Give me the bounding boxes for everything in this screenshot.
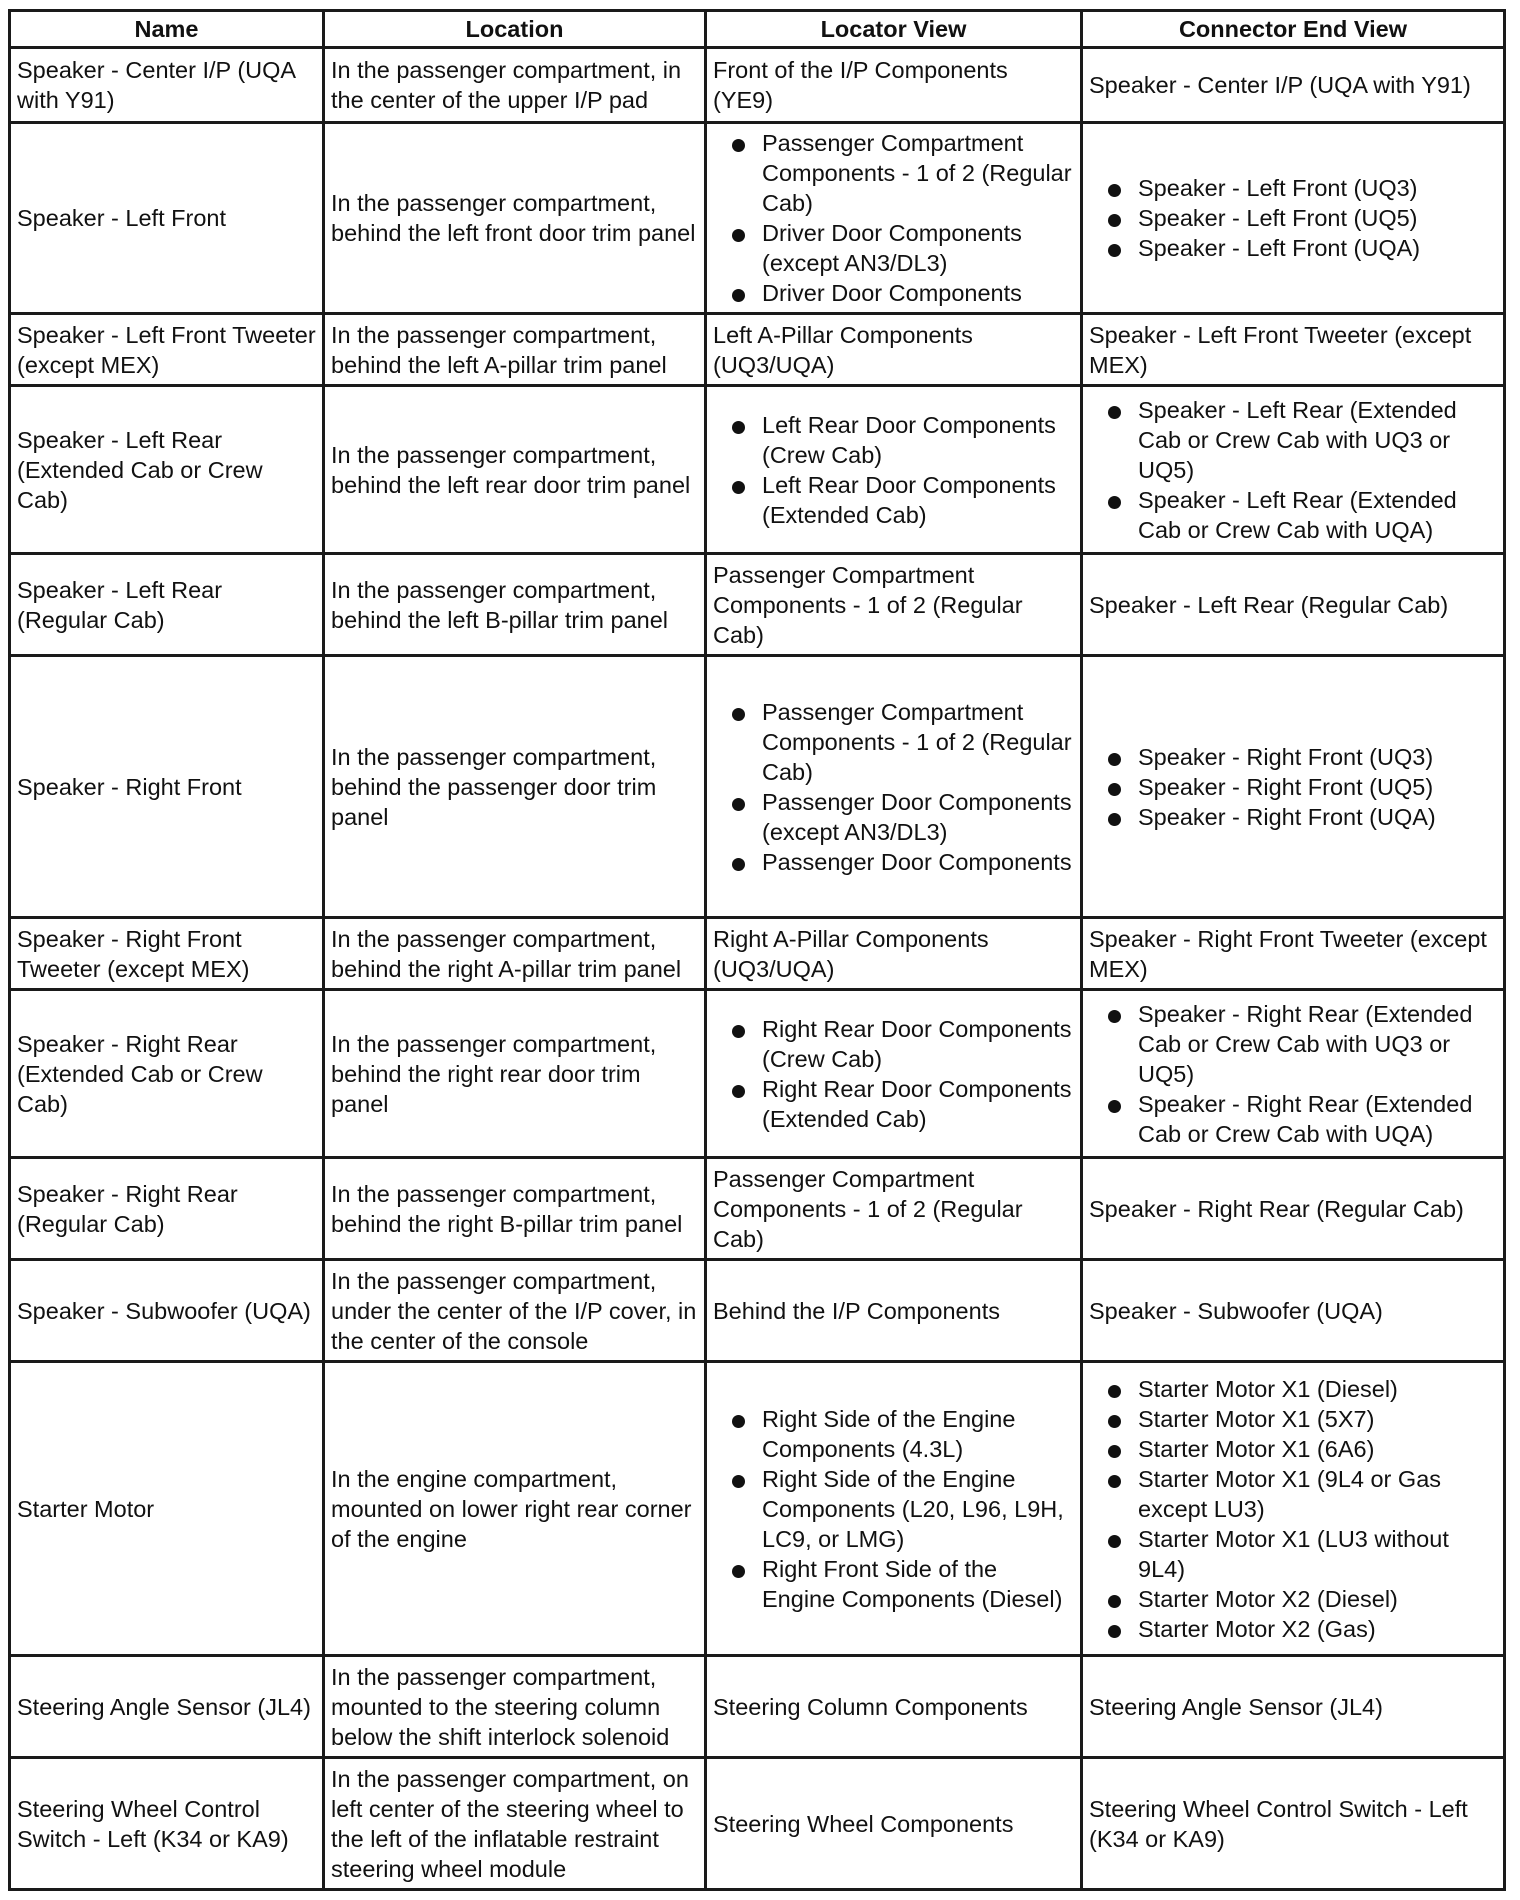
locator-list — [713, 1404, 1074, 1614]
list-item: Starter Motor X2 (Gas) — [1089, 1614, 1497, 1644]
list-item: Starter Motor X2 (Diesel) — [1089, 1584, 1497, 1614]
header-connector-end-view: Connector End View — [1082, 11, 1505, 48]
cell-locator-view: Right A-Pillar Components (UQ3/UQA) — [706, 918, 1082, 990]
cell-location: In the passenger compartment, behind the right A-pillar trim panel — [324, 918, 706, 990]
cell-name: Speaker - Left Rear (Regular Cab) — [10, 554, 324, 656]
list-item: Speaker - Left Front (UQ3) — [1089, 173, 1497, 203]
cell-locator-view: Steering Wheel Components — [706, 1758, 1082, 1890]
list-item: Right Rear Door Components (Extended Cab) — [713, 1074, 1074, 1134]
cell-locator-view: Behind the I/P Components — [706, 1260, 1082, 1362]
list-item: Starter Motor X1 (6A6) — [1089, 1434, 1497, 1464]
cell-locator-view: Left A-Pillar Components (UQ3/UQA) — [706, 314, 1082, 386]
list-item: Speaker - Left Rear (Extended Cab or Crew Cab with UQA) — [1089, 485, 1497, 545]
cell-name: Speaker - Right Rear (Regular Cab) — [10, 1158, 324, 1260]
table-row — [10, 1362, 1505, 1656]
list-item: Left Rear Door Components (Crew Cab) — [713, 410, 1074, 470]
cell-locator-view: Passenger Compartment Components - 1 of 2 (Regular Cab) — [706, 1158, 1082, 1260]
list-item: Speaker - Left Rear (Extended Cab or Crew Cab with UQ3 or UQ5) — [1089, 395, 1497, 485]
table-row — [10, 656, 1505, 918]
cell-location: In the engine compartment, mounted on lower right rear corner of the engine — [324, 1362, 706, 1656]
cell-location: In the passenger compartment, behind the left rear door trim panel — [324, 386, 706, 554]
list-item: Starter Motor X1 (Diesel) — [1089, 1374, 1497, 1404]
cell-location: In the passenger compartment, behind the right B-pillar trim panel — [324, 1158, 706, 1260]
list-item: Right Side of the Engine Components (L20, L96, L9H, LC9, or LMG) — [713, 1464, 1074, 1554]
connector-list — [1089, 173, 1497, 263]
connector-list — [1089, 395, 1497, 545]
cell-connector-end-view: Speaker - Left Rear (Regular Cab) — [1082, 554, 1505, 656]
cell-connector-end-view: Speaker - Right Front Tweeter (except MEX) — [1082, 918, 1505, 990]
cell-connector-end-view — [1082, 656, 1505, 918]
cell-name: Speaker - Right Front Tweeter (except MEX) — [10, 918, 324, 990]
cell-locator-view — [706, 990, 1082, 1158]
list-item: Speaker - Right Rear (Extended Cab or Crew Cab with UQA) — [1089, 1089, 1497, 1149]
table-row — [10, 123, 1505, 314]
list-item: Speaker - Right Front (UQA) — [1089, 802, 1497, 832]
cell-locator-view — [706, 123, 1082, 314]
cell-connector-end-view: Speaker - Subwoofer (UQA) — [1082, 1260, 1505, 1362]
cell-name: Speaker - Right Rear (Extended Cab or Crew Cab) — [10, 990, 324, 1158]
cell-locator-view: Front of the I/P Components (YE9) — [706, 48, 1082, 123]
cell-name: Speaker - Left Front — [10, 123, 324, 314]
cell-connector-end-view: Speaker - Left Front Tweeter (except MEX) — [1082, 314, 1505, 386]
list-item: Speaker - Right Rear (Extended Cab or Crew Cab with UQ3 or UQ5) — [1089, 999, 1497, 1089]
locator-list — [713, 128, 1074, 308]
locator-list — [713, 697, 1074, 877]
cell-location: In the passenger compartment, behind the left B-pillar trim panel — [324, 554, 706, 656]
cell-connector-end-view — [1082, 1362, 1505, 1656]
header-locator-view: Locator View — [706, 11, 1082, 48]
list-item: Right Rear Door Components (Crew Cab) — [713, 1014, 1074, 1074]
list-item: Speaker - Left Front (UQA) — [1089, 233, 1497, 263]
list-item: Passenger Compartment Components - 1 of 2 (Regular Cab) — [713, 697, 1074, 787]
list-item: Right Front Side of the Engine Components (Diesel) — [713, 1554, 1074, 1614]
connector-list — [1089, 1374, 1497, 1644]
cell-connector-end-view: Speaker - Right Rear (Regular Cab) — [1082, 1158, 1505, 1260]
list-item: Speaker - Left Front (UQ5) — [1089, 203, 1497, 233]
cell-locator-view: Steering Column Components — [706, 1656, 1082, 1758]
list-item: Passenger Door Components (except AN3/DL3) — [713, 787, 1074, 847]
cell-location: In the passenger compartment, under the center of the I/P cover, in the center of the console — [324, 1260, 706, 1362]
list-item: Left Rear Door Components (Extended Cab) — [713, 470, 1074, 530]
cell-connector-end-view — [1082, 386, 1505, 554]
cell-name: Steering Wheel Control Switch - Left (K34 or KA9) — [10, 1758, 324, 1890]
cell-locator-view: Passenger Compartment Components - 1 of 2 (Regular Cab) — [706, 554, 1082, 656]
list-item: Driver Door Components (except AN3/DL3) — [713, 218, 1074, 278]
list-item: Right Side of the Engine Components (4.3L) — [713, 1404, 1074, 1464]
table-row — [10, 1158, 1505, 1260]
table-row — [10, 48, 1505, 123]
cell-name: Speaker - Subwoofer (UQA) — [10, 1260, 324, 1362]
list-item: Speaker - Right Front (UQ3) — [1089, 742, 1497, 772]
table-row — [10, 1758, 1505, 1890]
table-body — [10, 48, 1505, 1890]
list-item: Passenger Compartment Components - 1 of 2 (Regular Cab) — [713, 128, 1074, 218]
locator-list — [713, 410, 1074, 530]
cell-locator-view — [706, 386, 1082, 554]
cell-name: Starter Motor — [10, 1362, 324, 1656]
table-row — [10, 990, 1505, 1158]
cell-name: Speaker - Center I/P (UQA with Y91) — [10, 48, 324, 123]
cell-location: In the passenger compartment, on left center of the steering wheel to the left of the inflatable restraint steering wheel module — [324, 1758, 706, 1890]
cell-connector-end-view — [1082, 990, 1505, 1158]
list-item: Starter Motor X1 (LU3 without 9L4) — [1089, 1524, 1497, 1584]
cell-connector-end-view — [1082, 123, 1505, 314]
table-row — [10, 1656, 1505, 1758]
list-item: Speaker - Right Front (UQ5) — [1089, 772, 1497, 802]
list-item: Starter Motor X1 (5X7) — [1089, 1404, 1497, 1434]
table-row — [10, 386, 1505, 554]
table-row — [10, 1260, 1505, 1362]
cell-connector-end-view: Speaker - Center I/P (UQA with Y91) — [1082, 48, 1505, 123]
cell-connector-end-view: Steering Wheel Control Switch - Left (K34 or KA9) — [1082, 1758, 1505, 1890]
header-location: Location — [324, 11, 706, 48]
list-item: Driver Door Components — [713, 278, 1074, 308]
cell-location: In the passenger compartment, in the center of the upper I/P pad — [324, 48, 706, 123]
cell-location: In the passenger compartment, behind the left front door trim panel — [324, 123, 706, 314]
locator-list — [713, 1014, 1074, 1134]
table-row — [10, 314, 1505, 386]
cell-connector-end-view: Steering Angle Sensor (JL4) — [1082, 1656, 1505, 1758]
cell-location: In the passenger compartment, behind the right rear door trim panel — [324, 990, 706, 1158]
cell-location: In the passenger compartment, behind the passenger door trim panel — [324, 656, 706, 918]
component-locator-table — [8, 9, 1506, 1891]
header-name: Name — [10, 11, 324, 48]
connector-list — [1089, 999, 1497, 1149]
cell-name: Speaker - Left Rear (Extended Cab or Crew Cab) — [10, 386, 324, 554]
list-item: Starter Motor X1 (9L4 or Gas except LU3) — [1089, 1464, 1497, 1524]
cell-name: Steering Angle Sensor (JL4) — [10, 1656, 324, 1758]
cell-location: In the passenger compartment, mounted to the steering column below the shift interlock solenoid — [324, 1656, 706, 1758]
cell-name: Speaker - Right Front — [10, 656, 324, 918]
table-row — [10, 918, 1505, 990]
cell-locator-view — [706, 1362, 1082, 1656]
header-row — [10, 11, 1505, 48]
connector-list — [1089, 742, 1497, 832]
cell-name: Speaker - Left Front Tweeter (except MEX) — [10, 314, 324, 386]
cell-location: In the passenger compartment, behind the left A-pillar trim panel — [324, 314, 706, 386]
cell-locator-view — [706, 656, 1082, 918]
table-row — [10, 554, 1505, 656]
list-item: Passenger Door Components — [713, 847, 1074, 877]
